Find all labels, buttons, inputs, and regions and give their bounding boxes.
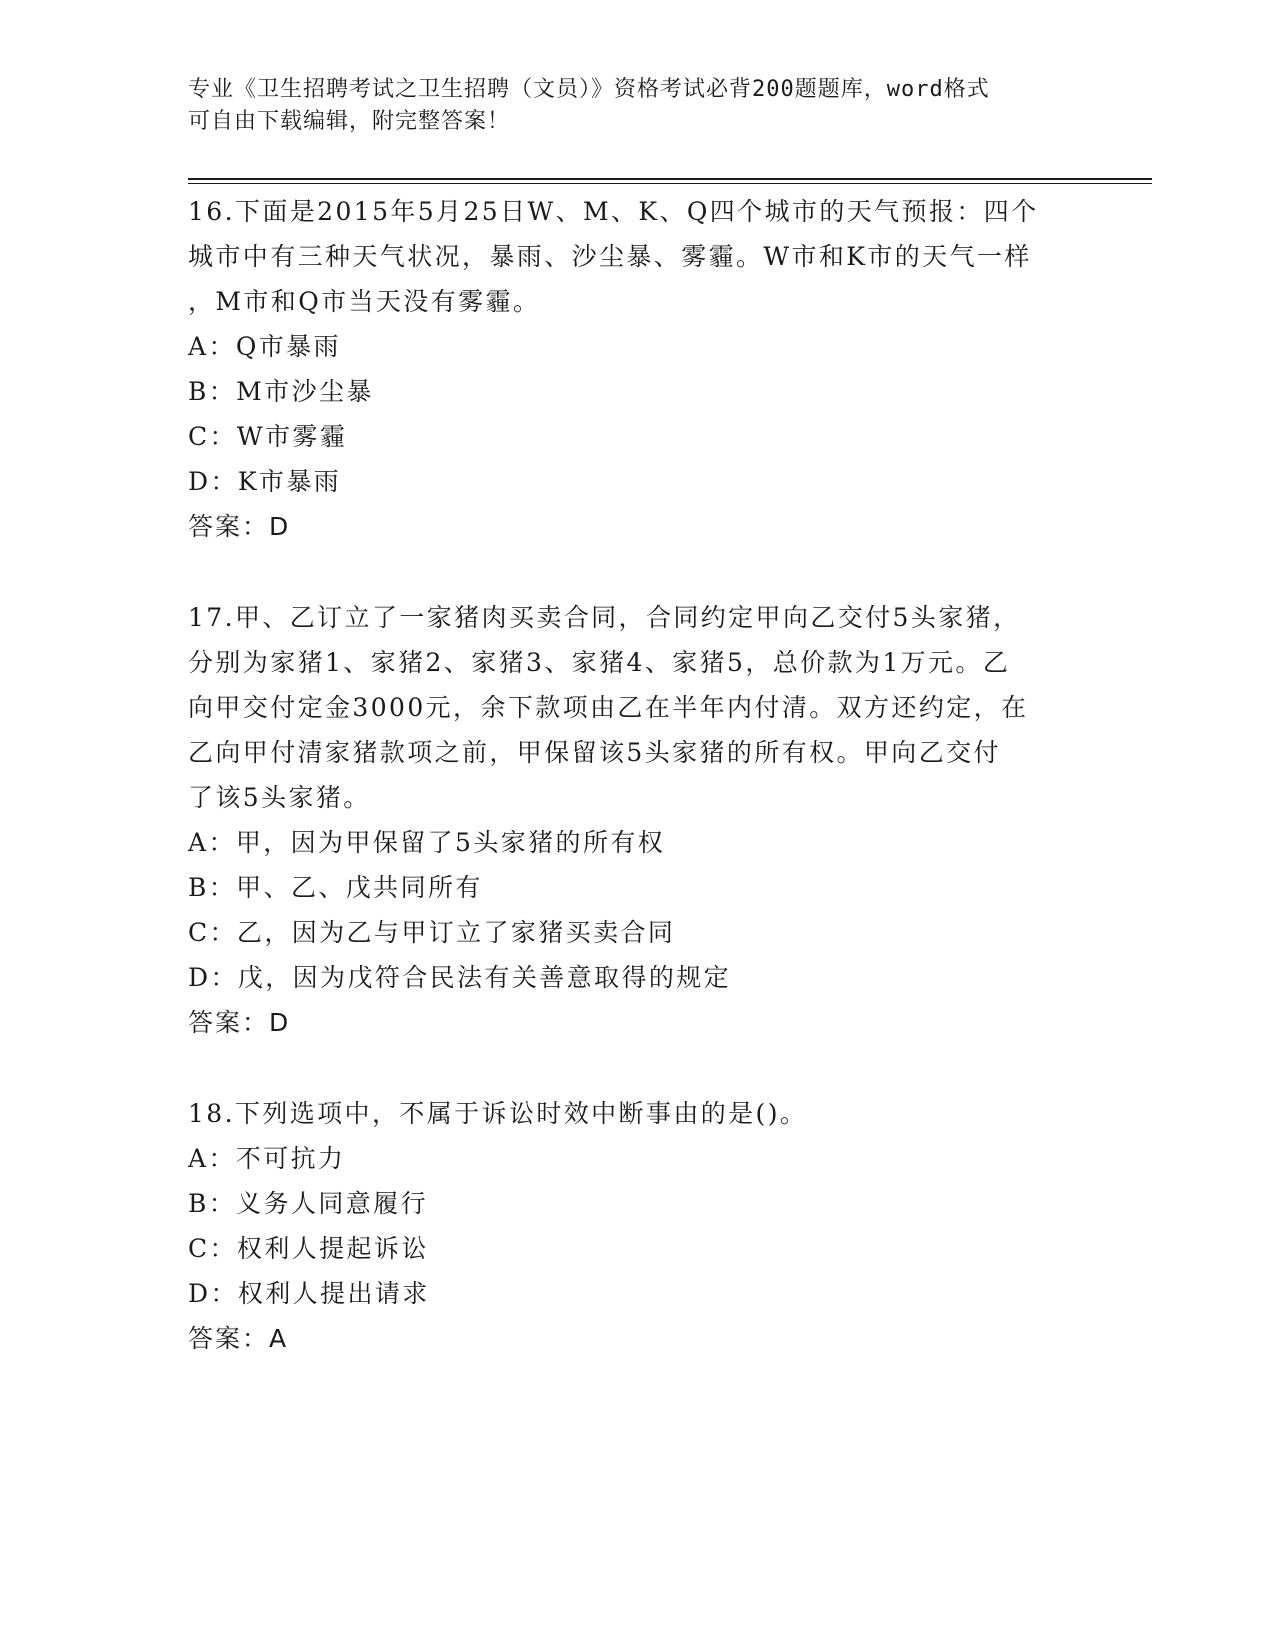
question-16 bbox=[188, 189, 1088, 549]
question-17 bbox=[188, 595, 1088, 1045]
question-stem-line: 了该5头家猪。 bbox=[188, 783, 371, 812]
question-stem-line: 17.甲、乙订立了一家猪肉买卖合同，合同约定甲向乙交付5头家猪， bbox=[188, 603, 1021, 632]
option-b: B：M市沙尘暴 bbox=[188, 377, 374, 406]
option-a: A：不可抗力 bbox=[188, 1144, 346, 1173]
question-stem-line: 乙向甲付清家猪款项之前，甲保留该5头家猪的所有权。甲向乙交付 bbox=[188, 738, 1001, 767]
question-stem-line: 分别为家猪1、家猪2、家猪3、家猪4、家猪5，总价款为1万元。乙 bbox=[188, 648, 1011, 677]
option-d: D：戊，因为戊符合民法有关善意取得的规定 bbox=[188, 963, 732, 992]
option-c: C：权利人提起诉讼 bbox=[188, 1234, 429, 1263]
question-stem-line: 城市中有三种天气状况，暴雨、沙尘暴、雾霾。W市和K市的天气一样 bbox=[188, 242, 1032, 271]
header-divider-thick bbox=[188, 178, 1152, 180]
header-title-line-1: 专业《卫生招聘考试之卫生招聘（文员）》资格考试必背200题题库，word格式 bbox=[188, 77, 990, 102]
option-c: C：乙，因为乙与甲订立了家猪买卖合同 bbox=[188, 918, 676, 947]
question-list bbox=[188, 189, 1088, 1407]
option-b: B：义务人同意履行 bbox=[188, 1189, 428, 1218]
option-d: D：权利人提出请求 bbox=[188, 1279, 430, 1308]
answer-text: 答案：D bbox=[188, 512, 291, 541]
question-stem-line: 18.下列选项中，不属于诉讼时效中断事由的是()。 bbox=[188, 1099, 808, 1128]
question-stem-line: 16.下面是2015年5月25日W、M、K、Q四个城市的天气预报：四个 bbox=[188, 197, 1039, 226]
question-18 bbox=[188, 1091, 1088, 1361]
answer-text: 答案：D bbox=[188, 1008, 291, 1037]
option-d: D：K市暴雨 bbox=[188, 467, 342, 496]
question-stem-line: ，M市和Q市当天没有雾霾。 bbox=[188, 287, 541, 316]
header-divider-thin bbox=[188, 183, 1152, 184]
page-header bbox=[188, 74, 1088, 138]
option-c: C：W市雾霾 bbox=[188, 422, 348, 451]
option-b: B：甲、乙、戊共同所有 bbox=[188, 873, 483, 902]
option-a: A：Q市暴雨 bbox=[188, 332, 341, 361]
answer-text: 答案：A bbox=[188, 1324, 289, 1353]
header-title-line-2: 可自由下载编辑，附完整答案！ bbox=[188, 109, 511, 134]
question-stem-line: 向甲交付定金3000元，余下款项由乙在半年内付清。双方还约定，在 bbox=[188, 693, 1029, 722]
option-a: A：甲，因为甲保留了5头家猪的所有权 bbox=[188, 828, 666, 857]
